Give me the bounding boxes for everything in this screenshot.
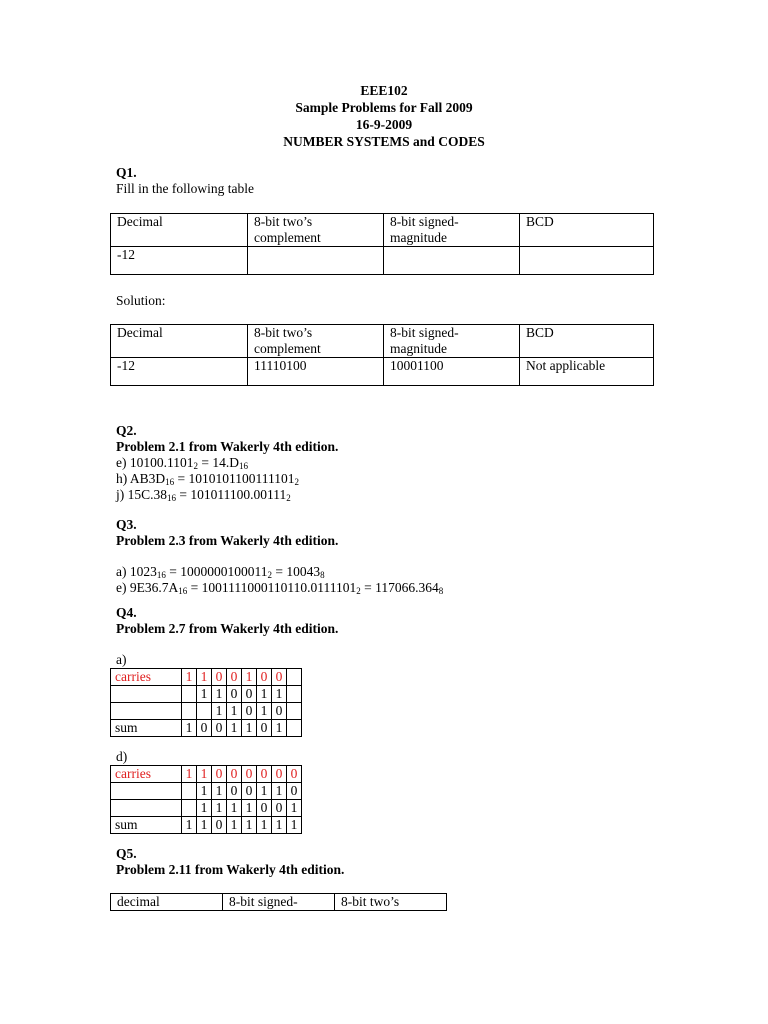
solution-cell-decimal: -12 xyxy=(111,358,248,386)
q4-d-row-label xyxy=(111,800,182,817)
q4-part-d-label: d) xyxy=(116,749,128,764)
q4-d-bit-cell: 0 xyxy=(227,783,242,800)
q4-d-bit-cell: 1 xyxy=(197,766,212,783)
q4-d-bit-cell: 0 xyxy=(287,766,302,783)
document-subtitle: Sample Problems for Fall 2009 xyxy=(295,100,473,115)
solution-label: Solution: xyxy=(116,293,166,308)
q4-a-row xyxy=(111,703,302,720)
q1-header-twos: 8-bit two’s complement xyxy=(248,214,384,247)
q4-a-bit-cell: 1 xyxy=(272,686,287,703)
q4-d-bit-cell: 1 xyxy=(227,800,242,817)
q4-a-bit-cell: 1 xyxy=(257,686,272,703)
q4-a-bit-cell xyxy=(182,703,197,720)
q4-a-bit-cell xyxy=(197,703,212,720)
q1-solution-table xyxy=(110,324,654,386)
q4-d-row xyxy=(111,800,302,817)
q5-label: Q5. xyxy=(116,846,137,861)
q4-a-bit-cell: 1 xyxy=(242,669,257,686)
q4-d-bit-cell: 1 xyxy=(257,783,272,800)
q4-a-bit-cell: 1 xyxy=(257,703,272,720)
q4-d-row xyxy=(111,766,302,783)
q4-a-bit-cell: 1 xyxy=(272,720,287,737)
q4-d-bit-cell: 1 xyxy=(182,766,197,783)
q4-part-a-table xyxy=(110,668,302,737)
q4-label: Q4. xyxy=(116,605,137,620)
q4-d-bit-cell: 1 xyxy=(242,817,257,834)
q2-label: Q2. xyxy=(116,423,137,438)
q1-header-signed: 8-bit signed- magnitude xyxy=(384,214,520,247)
q4-d-bit-cell: 1 xyxy=(212,800,227,817)
q4-part-a-label: a) xyxy=(116,652,127,667)
q4-a-bit-cell: 1 xyxy=(182,669,197,686)
q4-d-bit-cell: 0 xyxy=(257,766,272,783)
q4-d-bit-cell: 1 xyxy=(272,783,287,800)
q4-a-bit-cell: 1 xyxy=(227,720,242,737)
q4-a-bit-cell: 1 xyxy=(242,720,257,737)
q5-table xyxy=(110,893,447,911)
q4-a-bit-cell: 1 xyxy=(212,686,227,703)
q4-d-bit-cell xyxy=(182,783,197,800)
q4-a-bit-cell: 1 xyxy=(182,720,197,737)
q4-part-d-table xyxy=(110,765,302,834)
q4-d-bit-cell: 1 xyxy=(212,783,227,800)
q4-d-bit-cell: 0 xyxy=(212,817,227,834)
q4-a-row-label: carries xyxy=(111,669,182,686)
q4-a-row xyxy=(111,686,302,703)
q4-a-row-label xyxy=(111,686,182,703)
q5-title: Problem 2.11 from Wakerly 4th edition. xyxy=(116,862,345,877)
q2-line-j: j) $15C.38_{16} = 101011100.00111_2$ xyxy=(116,487,291,503)
q5-header-decimal: decimal xyxy=(111,894,223,911)
solution-header-decimal: Decimal xyxy=(111,325,248,358)
q4-d-bit-cell: 1 xyxy=(227,817,242,834)
solution-header-signed: 8-bit signed- magnitude xyxy=(384,325,520,358)
solution-cell-twos: 11110100 xyxy=(248,358,384,386)
q1-table xyxy=(110,213,654,275)
q4-a-bit-cell xyxy=(287,669,302,686)
q4-a-row xyxy=(111,669,302,686)
q1-header-bcd: BCD xyxy=(520,214,654,247)
q4-a-bit-cell: 0 xyxy=(212,720,227,737)
q4-a-bit-cell: 0 xyxy=(242,703,257,720)
q4-d-row xyxy=(111,783,302,800)
q4-a-bit-cell: 1 xyxy=(197,686,212,703)
q4-a-row-label: sum xyxy=(111,720,182,737)
q4-d-bit-cell: 0 xyxy=(242,766,257,783)
q1-cell-bcd xyxy=(520,247,654,275)
q2-line-h: h) $AB3D_{16} = 1010101100111101_2$ xyxy=(116,471,300,487)
q4-d-bit-cell: 0 xyxy=(272,766,287,783)
q4-a-bit-cell xyxy=(287,703,302,720)
q4-d-bit-cell: 0 xyxy=(212,766,227,783)
q1-cell-decimal: -12 xyxy=(111,247,248,275)
q1-label: Q1. xyxy=(116,165,137,180)
q4-a-row xyxy=(111,720,302,737)
q4-a-bit-cell: 1 xyxy=(227,703,242,720)
q2-line-e: e) $10100.1101_2 = 14.D_{16}$ xyxy=(116,455,248,471)
q3-line-a: a) $1023_{16} = 1000000100011_2 = 10043_8$ xyxy=(116,564,325,580)
q1-cell-twos xyxy=(248,247,384,275)
document-date: 16-9-2009 xyxy=(355,117,413,132)
q4-d-bit-cell: 1 xyxy=(257,817,272,834)
q4-a-bit-cell: 0 xyxy=(227,669,242,686)
q4-d-bit-cell: 1 xyxy=(287,817,302,834)
solution-header-bcd: BCD xyxy=(520,325,654,358)
q4-a-bit-cell: 0 xyxy=(242,686,257,703)
solution-cell-bcd: Not applicable xyxy=(520,358,654,386)
q4-d-bit-cell: 1 xyxy=(197,783,212,800)
document-topic: NUMBER SYSTEMS and CODES xyxy=(283,134,485,149)
q4-d-bit-cell: 1 xyxy=(197,800,212,817)
q4-d-bit-cell: 0 xyxy=(242,783,257,800)
q4-a-bit-cell xyxy=(182,686,197,703)
q1-header-decimal: Decimal xyxy=(111,214,248,247)
q4-a-bit-cell: 0 xyxy=(272,703,287,720)
q4-a-bit-cell: 1 xyxy=(197,669,212,686)
q4-a-bit-cell: 0 xyxy=(257,669,272,686)
q1-cell-signed xyxy=(384,247,520,275)
q4-d-row xyxy=(111,817,302,834)
q4-d-bit-cell: 0 xyxy=(227,766,242,783)
q4-a-bit-cell: 0 xyxy=(197,720,212,737)
q4-d-bit-cell: 1 xyxy=(287,800,302,817)
q4-a-bit-cell xyxy=(287,720,302,737)
q5-header-signed: 8-bit signed- xyxy=(223,894,335,911)
q4-d-bit-cell xyxy=(182,800,197,817)
q4-d-bit-cell: 0 xyxy=(287,783,302,800)
q4-d-bit-cell: 1 xyxy=(182,817,197,834)
q3-line-e: e) $9E36.7A_{16} = 1001111000110110.0111101_2 = 117066.364_8$ xyxy=(116,580,444,596)
q4-a-bit-cell: 0 xyxy=(227,686,242,703)
q3-label: Q3. xyxy=(116,517,137,532)
course-code: EEE102 xyxy=(360,83,408,98)
q4-d-row-label: carries xyxy=(111,766,182,783)
q4-a-bit-cell: 1 xyxy=(212,703,227,720)
q4-d-bit-cell: 1 xyxy=(272,817,287,834)
q4-d-bit-cell: 0 xyxy=(257,800,272,817)
q4-d-row-label xyxy=(111,783,182,800)
q4-a-row-label xyxy=(111,703,182,720)
solution-cell-signed: 10001100 xyxy=(384,358,520,386)
q4-a-bit-cell xyxy=(287,686,302,703)
q2-title: Problem 2.1 from Wakerly 4th edition. xyxy=(116,439,339,454)
q1-instruction: Fill in the following table xyxy=(116,181,254,196)
q4-d-row-label: sum xyxy=(111,817,182,834)
solution-header-twos: 8-bit two’s complement xyxy=(248,325,384,358)
q4-title: Problem 2.7 from Wakerly 4th edition. xyxy=(116,621,339,636)
q4-a-bit-cell: 0 xyxy=(272,669,287,686)
q4-a-bit-cell: 0 xyxy=(212,669,227,686)
q4-d-bit-cell: 1 xyxy=(242,800,257,817)
q4-d-bit-cell: 0 xyxy=(272,800,287,817)
q4-a-bit-cell: 0 xyxy=(257,720,272,737)
q4-d-bit-cell: 1 xyxy=(197,817,212,834)
q5-header-twos: 8-bit two’s xyxy=(335,894,447,911)
q3-title: Problem 2.3 from Wakerly 4th edition. xyxy=(116,533,339,548)
